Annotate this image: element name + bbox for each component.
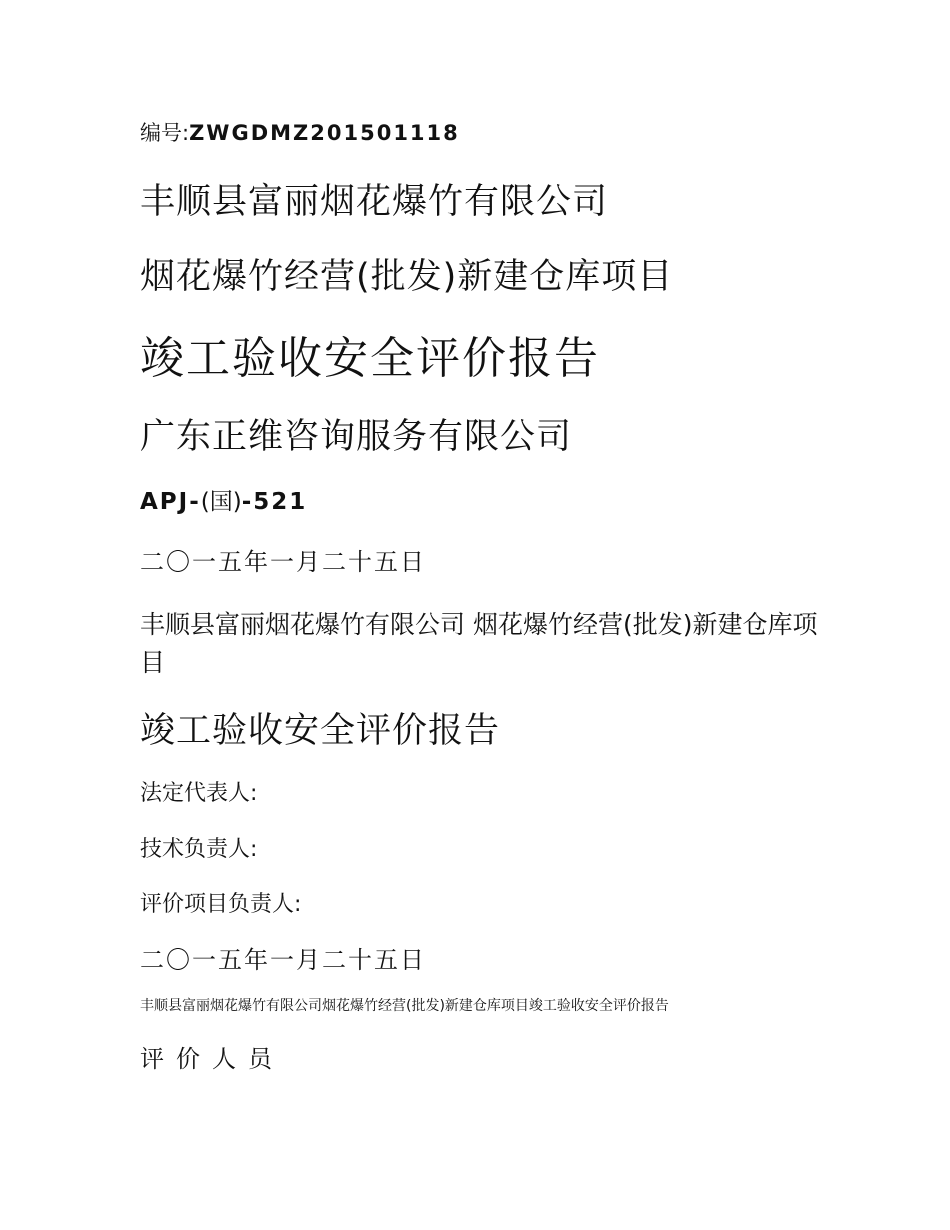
qualification-middle: (国) [200, 489, 242, 515]
report-title: 竣工验收安全评价报告 [140, 333, 600, 384]
project-name: 烟花爆竹经营(批发)新建仓库项目 [140, 257, 674, 297]
report-date-repeat: 二〇一五年一月二十五日 [140, 946, 426, 974]
project-title-block: 丰顺县富丽烟花爆竹有限公司 烟花爆竹经营(批发)新建仓库项目 [140, 610, 818, 677]
document-number [140, 121, 460, 146]
consultant-name: 广东正维咨询服务有限公司 [140, 417, 573, 457]
running-header: 丰顺县富丽烟花爆竹有限公司烟花爆竹经营(批发)新建仓库项目竣工验收安全评价报告 [140, 998, 669, 1014]
document-number-label: 编号: [140, 121, 190, 145]
technical-lead-label: 技术负责人: [140, 837, 258, 862]
qualification-number [140, 489, 307, 517]
report-title-repeat: 竣工验收安全评价报告 [140, 711, 501, 751]
evaluation-lead-label: 评价项目负责人: [140, 892, 302, 917]
evaluators-heading: 评价人员 [140, 1045, 284, 1073]
report-date: 二〇一五年一月二十五日 [140, 548, 426, 576]
qualification-prefix: APJ- [140, 489, 201, 515]
company-name: 丰顺县富丽烟花爆竹有限公司 [140, 182, 609, 222]
legal-representative-label: 法定代表人: [140, 781, 258, 806]
document-number-value: ZWGDMZ201501118 [189, 121, 460, 145]
qualification-suffix: -521 [241, 489, 308, 515]
